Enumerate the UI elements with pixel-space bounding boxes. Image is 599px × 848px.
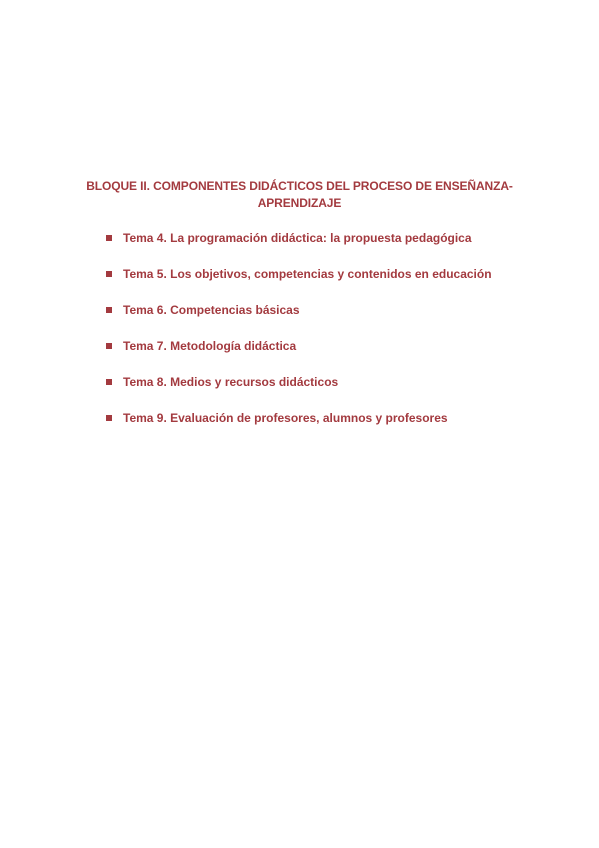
topic-item-5 bbox=[106, 266, 546, 302]
topic-item-8 bbox=[106, 374, 546, 410]
square-bullet-icon bbox=[106, 343, 112, 349]
square-bullet-icon bbox=[106, 235, 112, 241]
square-bullet-icon bbox=[106, 415, 112, 421]
topic-title: Tema 4. La programación didáctica: la propuesta pedagógica bbox=[123, 231, 472, 245]
block-heading-line-1: BLOQUE II. COMPONENTES DIDÁCTICOS DEL PROCESO DE ENSEÑANZA- bbox=[86, 179, 513, 193]
topic-title: Tema 5. Los objetivos, competencias y contenidos en educación bbox=[123, 267, 492, 281]
topic-title: Tema 7. Metodología didáctica bbox=[123, 339, 297, 353]
topic-title: Tema 9. Evaluación de profesores, alumnos y profesores bbox=[123, 411, 448, 425]
square-bullet-icon bbox=[106, 379, 112, 385]
topic-item-7 bbox=[106, 338, 546, 374]
topic-list bbox=[106, 230, 546, 446]
topic-title: Tema 8. Medios y recursos didácticos bbox=[123, 375, 339, 389]
block-heading-line-2: APRENDIZAJE bbox=[257, 196, 342, 210]
block-heading bbox=[60, 178, 539, 212]
topic-item-9 bbox=[106, 410, 546, 446]
topic-item-6 bbox=[106, 302, 546, 338]
topic-item-4 bbox=[106, 230, 546, 266]
topic-title: Tema 6. Competencias básicas bbox=[123, 303, 300, 317]
square-bullet-icon bbox=[106, 307, 112, 313]
square-bullet-icon bbox=[106, 271, 112, 277]
